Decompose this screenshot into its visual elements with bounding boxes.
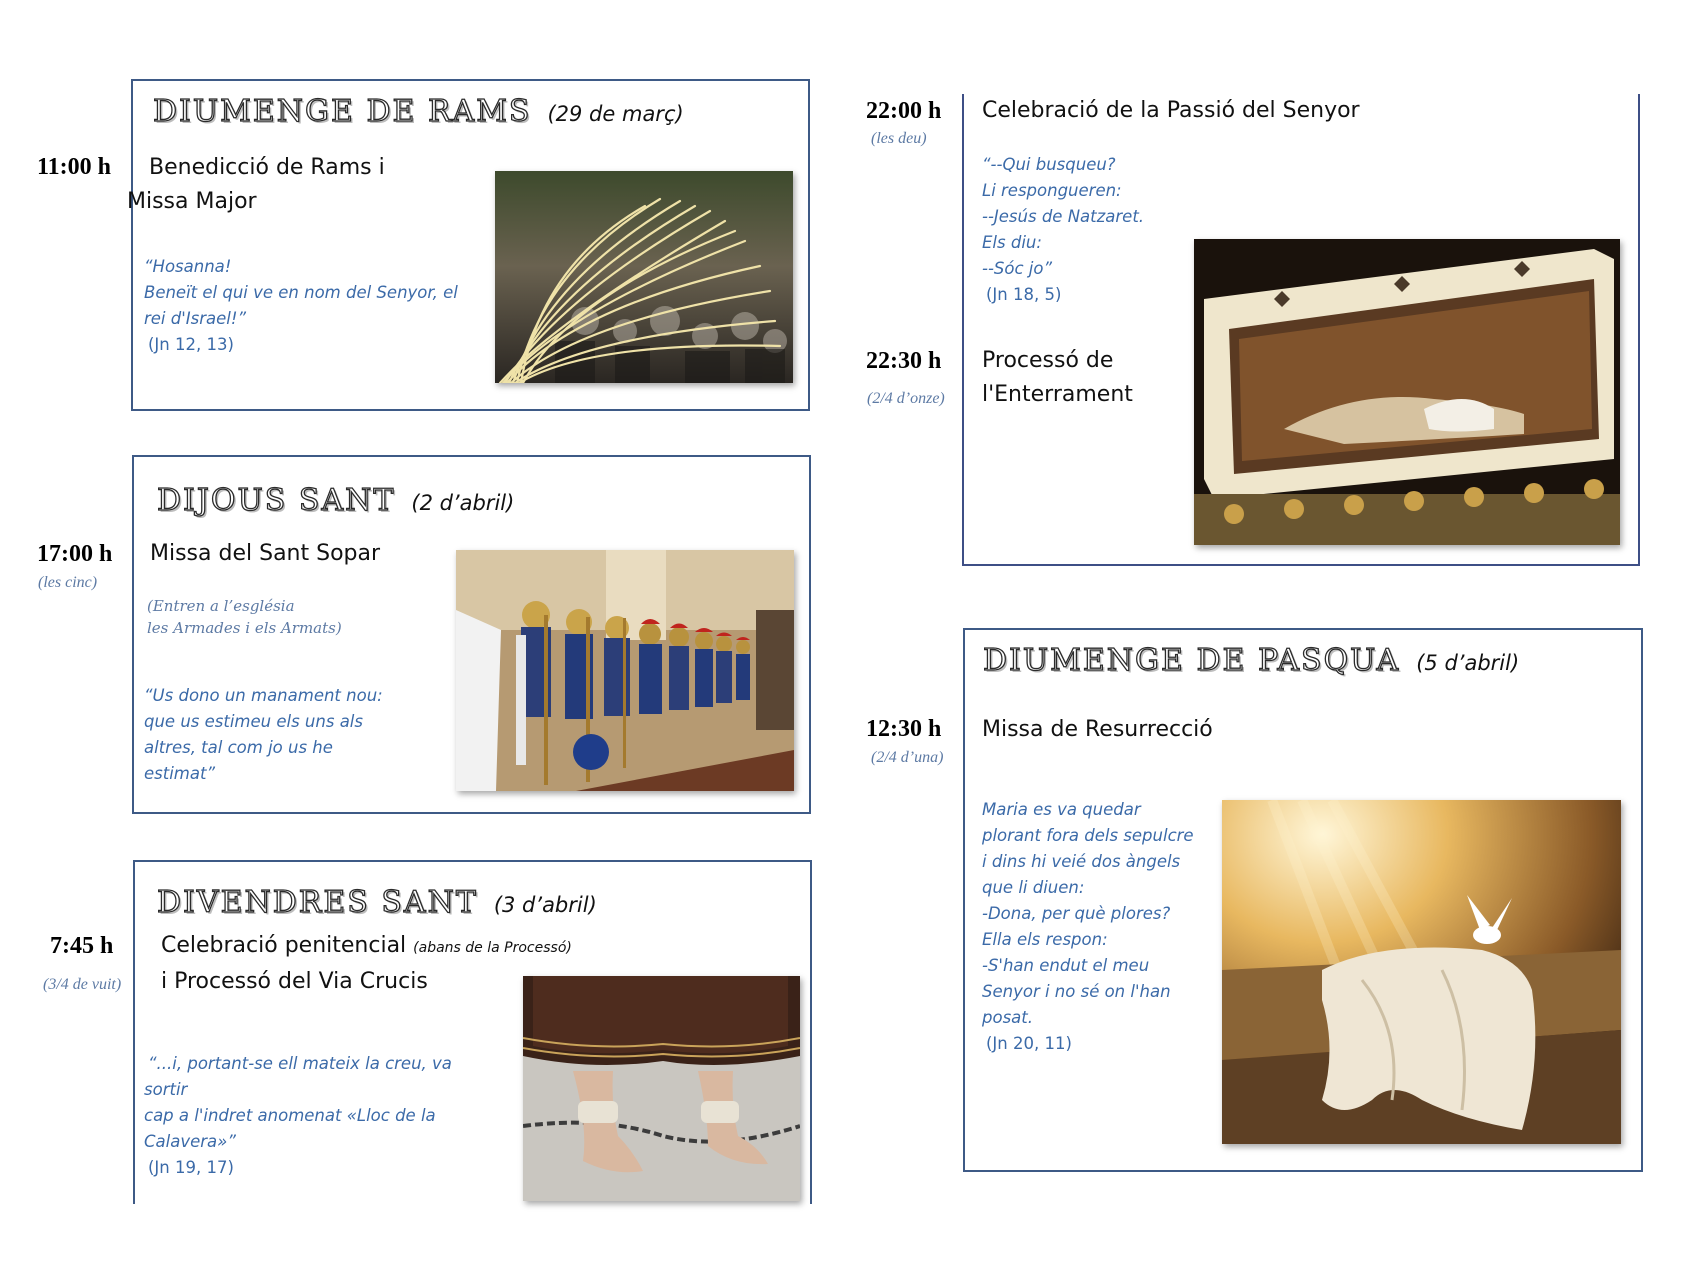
- quote-line: Els diu:: [982, 233, 1042, 252]
- divendres-title: [157, 885, 597, 920]
- quote-line: “--Qui busqueu?: [982, 155, 1116, 174]
- holy-sepulchre-image: [1194, 239, 1620, 545]
- passio-time: 22:00 h: [866, 98, 942, 124]
- pasqua-title-text: DIUMENGE DE PASQUA: [983, 643, 1401, 678]
- rams-time: 11:00 h: [37, 154, 112, 180]
- note-line: les Armades i els Armats): [147, 619, 342, 637]
- quote-line: estimat”: [144, 764, 216, 783]
- dijous-time-note: (les cinc): [38, 574, 98, 591]
- quote-line: altres, tal com jo us he: [144, 738, 333, 757]
- dijous-note: [147, 595, 342, 639]
- pasqua-event: Missa de Resurrecció: [982, 717, 1213, 742]
- quote-line: Maria es va quedar: [982, 800, 1141, 819]
- passio-event: Celebració de la Passió del Senyor: [982, 98, 1360, 123]
- quote-line: i dins hi veié dos àngels: [982, 852, 1181, 871]
- quote-line: Ella els respon:: [982, 930, 1108, 949]
- divendres-event: [161, 929, 572, 999]
- rams-event-line2: Missa Major: [127, 189, 257, 214]
- pasqua-date: (5 d’abril): [1416, 651, 1520, 675]
- passio-time2: 22:30 h: [866, 348, 942, 374]
- divendres-title-text: DIVENDRES SANT: [157, 885, 478, 920]
- quote-line: Senyor i no sé on l'han: [982, 982, 1171, 1001]
- divendres-event-line2: i Processó del Via Crucis: [161, 969, 428, 994]
- divendres-time: 7:45 h: [50, 933, 114, 959]
- quote-line: cap a l'indret anomenat «Lloc de la: [144, 1106, 436, 1125]
- divendres-time-note: (3/4 de vuit): [43, 976, 122, 993]
- empty-tomb-dove-photo: [1222, 800, 1621, 1144]
- passio-time2-note: (2/4 d’onze): [867, 390, 945, 407]
- rams-title: [153, 94, 684, 129]
- passio-quote-ref: (Jn 18, 5): [986, 285, 1062, 304]
- quote-line: sortir: [144, 1080, 188, 1099]
- quote-line: “Hosanna!: [144, 257, 232, 276]
- quote-line: que us estimeu els uns als: [144, 712, 363, 731]
- quote-line: --Jesús de Natzaret.: [982, 207, 1145, 226]
- quote-line: --Sóc jo”: [982, 259, 1053, 278]
- palm-frond-image: [495, 171, 793, 383]
- passio-event2-line1: Processó de: [982, 348, 1114, 373]
- pasqua-quote-ref: (Jn 20, 11): [986, 1034, 1072, 1053]
- palm-frond-photo: [495, 171, 793, 383]
- divendres-event-line1: Celebració penitencial: [161, 933, 407, 958]
- dijous-time: 17:00 h: [37, 541, 113, 567]
- passio-event2: [982, 344, 1133, 412]
- bare-feet-chain-photo: [523, 976, 800, 1201]
- dijous-title: [157, 483, 514, 518]
- passio-event2-line2: l'Enterrament: [982, 382, 1133, 407]
- passio-bottom-rule: [962, 564, 1640, 566]
- dijous-date: (2 d’abril): [411, 491, 515, 515]
- pasqua-quote: [982, 797, 1194, 1057]
- note-line: (Entren a l’església: [147, 597, 295, 615]
- quote-line: -Dona, per què plores?: [982, 904, 1171, 923]
- divendres-event-small: (abans de la Processó): [413, 940, 572, 956]
- dijous-event: Missa del Sant Sopar: [150, 541, 381, 566]
- roman-guards-image: [456, 550, 794, 791]
- quote-line: que li diuen:: [982, 878, 1085, 897]
- bare-feet-image: [523, 976, 800, 1201]
- holy-sepulchre-photo: [1194, 239, 1620, 545]
- quote-line: “Us dono un manament nou:: [144, 686, 383, 705]
- quote-line: Li respongueren:: [982, 181, 1122, 200]
- divendres-quote-ref: (Jn 19, 17): [148, 1158, 234, 1177]
- rams-title-text: DIUMENGE DE RAMS: [153, 94, 532, 129]
- quote-line: rei d'Israel!”: [144, 309, 247, 328]
- quote-line: -S'han endut el meu: [982, 956, 1150, 975]
- quote-line: plorant fora dels sepulcre: [982, 826, 1194, 845]
- passio-left-rule: [962, 94, 964, 566]
- passio-time-note: (les deu): [871, 130, 927, 147]
- dijous-quote: [144, 683, 383, 787]
- quote-line: Beneït el qui ve en nom del Senyor, el: [144, 283, 458, 302]
- dijous-title-text: DIJOUS SANT: [157, 483, 396, 518]
- divendres-date: (3 d’abril): [493, 893, 597, 917]
- divendres-quote: [144, 1051, 452, 1181]
- quote-line: “...i, portant-se ell mateix la creu, va: [148, 1054, 452, 1073]
- quote-line: Calavera»”: [144, 1132, 236, 1151]
- pasqua-time: 12:30 h: [866, 716, 942, 742]
- passio-right-rule: [1638, 94, 1640, 566]
- passio-quote: [982, 152, 1144, 308]
- rams-quote-ref: (Jn 12, 13): [148, 335, 234, 354]
- pasqua-title: [983, 643, 1519, 678]
- pasqua-time-note: (2/4 d’una): [871, 749, 944, 766]
- rams-quote: [144, 254, 458, 358]
- empty-tomb-image: [1222, 800, 1621, 1144]
- quote-line: posat.: [982, 1008, 1033, 1027]
- rams-date: (29 de març): [547, 102, 684, 126]
- rams-event-line1: Benedicció de Rams i: [149, 155, 385, 180]
- rams-event: [127, 151, 385, 219]
- roman-guards-photo: [456, 550, 794, 791]
